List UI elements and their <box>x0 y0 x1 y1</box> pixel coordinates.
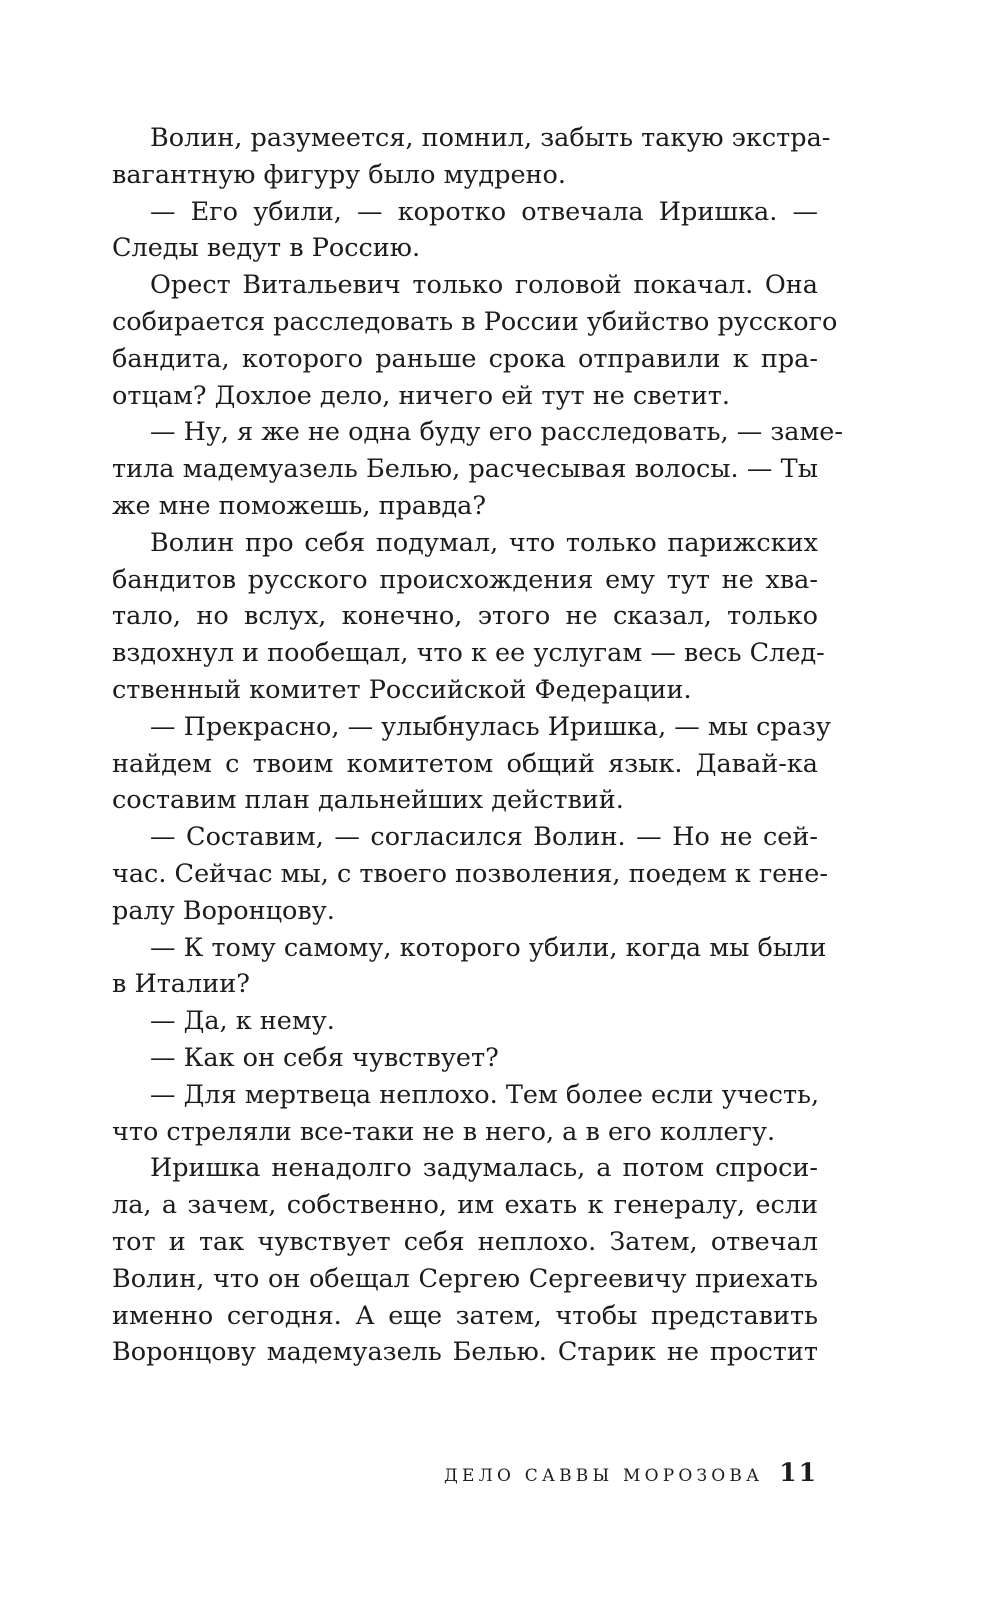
text-line: — К тому самому, которого убили, когда мы были <box>150 932 827 963</box>
text-line: бандитов русского происхождения ему тут не хва- <box>112 564 818 595</box>
paragraph <box>112 120 831 194</box>
paragraph <box>112 930 827 1004</box>
text-line: — Ну, я же не одна буду его расследовать, — заме- <box>150 417 843 448</box>
paragraph <box>112 1077 818 1151</box>
paragraph <box>112 414 843 524</box>
text-line: Волин про себя подумал, что только парижских <box>150 527 818 558</box>
text-line: что стреляли все-таки не в него, а в его коллегу. <box>112 1116 776 1147</box>
text-line: же мне поможешь, правда? <box>112 490 487 521</box>
text-line: Волин, разумеется, помнил, забыть такую экстра- <box>150 123 831 153</box>
text-line: — Его убили, — коротко отвечала Иришка. — <box>150 196 818 227</box>
page-number: 11 <box>779 1458 818 1487</box>
text-line: Орест Витальевич только головой покачал. Она <box>150 270 818 301</box>
paragraph <box>112 1150 818 1371</box>
paragraph <box>112 819 828 929</box>
text-line: тало, но вслух, конечно, этого не сказал, только <box>112 601 818 632</box>
page-body-text <box>112 120 843 1371</box>
paragraph <box>112 709 831 819</box>
book-title: ДЕЛО САВВЫ МОРОЗОВА <box>444 1466 764 1486</box>
text-line: Иришка ненадолго задумалась, а потом спроси- <box>150 1153 818 1184</box>
text-line: — Как он себя чувствует? <box>150 1042 499 1073</box>
paragraph <box>112 194 818 268</box>
text-line: — Составим, — согласился Волин. — Но не сей- <box>150 822 818 853</box>
text-line: вагантную фигуру было мудрено. <box>112 159 566 190</box>
text-line: ралу Воронцову. <box>112 895 335 926</box>
text-line: вздохнул и пообещал, что к ее услугам — весь След- <box>112 638 825 669</box>
text-line: ла, а зачем, собственно, им ехать к генералу, если <box>112 1190 818 1221</box>
text-line: — Прекрасно, — улыбнулась Иришка, — мы сразу <box>150 711 831 742</box>
text-line: именно сегодня. А еще затем, чтобы представить <box>112 1300 818 1331</box>
paragraph <box>112 1040 818 1077</box>
text-line: ственный комитет Российской Федерации. <box>112 674 692 705</box>
text-line: составим план дальнейших действий. <box>112 785 624 816</box>
text-line: собирается расследовать в России убийство русского <box>112 306 838 337</box>
text-line: Волин, что он обещал Сергею Сергеевичу приехать <box>112 1263 818 1294</box>
text-line: отцам? Дохлое дело, ничего ей тут не светит. <box>112 380 730 411</box>
paragraph <box>112 525 825 709</box>
text-line: — Да, к нему. <box>150 1006 335 1037</box>
text-line: Следы ведут в Россию. <box>112 233 421 264</box>
text-line: Воронцову мадемуазель Белью. Старик не простит <box>112 1337 818 1368</box>
text-line: в Италии? <box>112 969 250 1000</box>
text-line: час. Сейчас мы, с твоего позволения, поедем к гене- <box>112 858 828 889</box>
running-footer <box>112 1458 818 1487</box>
text-line: бандита, которого раньше срока отправили к пра- <box>112 343 818 374</box>
paragraph <box>112 267 838 414</box>
text-line: тот и так чувствует себя неплохо. Затем, отвечал <box>112 1226 818 1257</box>
text-line: тила мадемуазель Белью, расчесывая волосы. — Ты <box>112 454 818 485</box>
text-line: — Для мертвеца неплохо. Тем более если учесть, <box>150 1079 820 1110</box>
paragraph <box>112 1003 818 1040</box>
text-line: найдем с твоим комитетом общий язык. Давай-ка <box>112 748 818 779</box>
